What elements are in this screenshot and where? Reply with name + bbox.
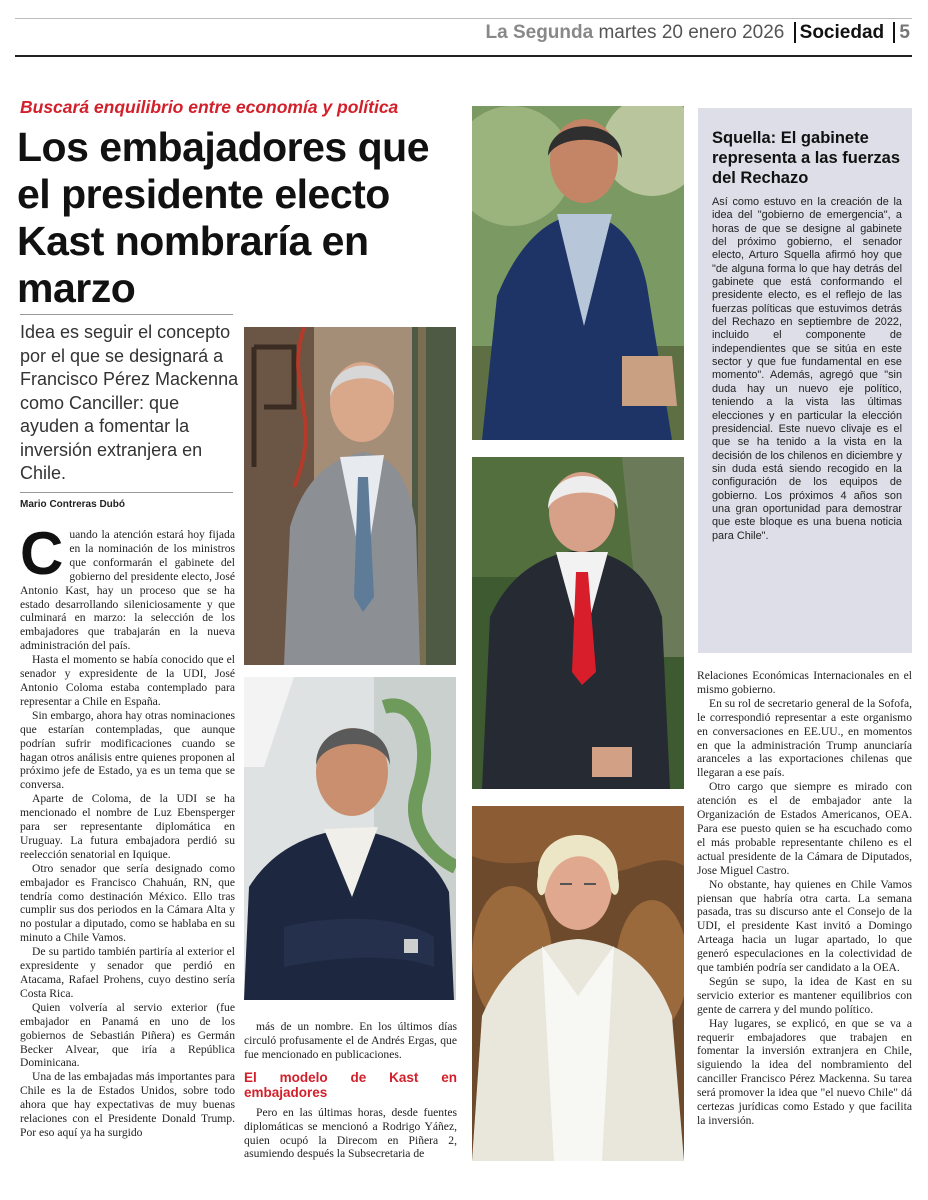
header-top-line <box>15 18 912 19</box>
section-subheading: El modelo de Kast en embajadores <box>244 1069 457 1100</box>
article-column-1 <box>20 528 235 1188</box>
paragraph: más de un nombre. En los últimos días circuló profusamente el de Andrés Ergas, que fue mencionado en publicaciones. <box>244 1020 457 1061</box>
paragraph: Otro cargo que siempre es mirado con atención es el de embajador ante la Organización de Estados Americanos, OEA. Para ese puesto quien se ha escuchado como el más probable representante chileno es el actual presidente de la Cámara de Diputados, Jose Miguel Castro. <box>697 780 912 877</box>
photo-ebensperger <box>472 806 684 1161</box>
byline-rule <box>20 492 233 493</box>
paragraph: Aparte de Coloma, de la UDI se ha mencionado el nombre de Luz Ebensperger para ser representante diplomática en Uruguay. La futura embajadora perdió su reelección senatorial en Iquique. <box>20 792 235 861</box>
section-name: Sociedad <box>794 22 884 43</box>
paragraph: Hay lugares, se explicó, en que se va a requerir embajadores que trabajen en fomentar la inversión extranjera en Chile, siguiendo la idea del nombramiento del canciller Francisco Pérez Mackenna. Su tarea será promover la idea que "el nuevo Chile" dá certezas jurídicas como Estado y que facilita la inversión. <box>697 1016 912 1127</box>
subhead-rule <box>20 314 233 315</box>
drop-cap: C <box>20 528 64 587</box>
byline: Mario Contreras Dubó <box>20 499 126 510</box>
paragraph: Pero en las últimas horas, desde fuentes diplomáticas se mencionó a Rodrigo Yáñez, quien ocupó la Direcom en Piñera 2, asumiendo después la Subsecretaria de <box>244 1105 457 1161</box>
paragraph: Otro senador que sería designado como embajador es Francisco Chahuán, RN, que tendría como destinación México. Ello tras cumplir sus dos periodos en la Cámara Alta y no postular a diputado, como se hablaba en su minuto a Chile Vamos. <box>20 861 235 945</box>
paragraph: Quien volvería al servio exterior (fue embajador en Panamá en uno de los gobiernos de Sebastián Piñera) es Germán Becker Alvear, que iría a República Dominicana. <box>20 1000 235 1070</box>
photo-becker <box>472 457 684 789</box>
paragraph: Relaciones Económicas Internacionales en el mismo gobierno. <box>697 669 912 696</box>
header-rule <box>15 55 912 57</box>
paragraph: En su rol de secretario general de la Sofofa, le correspondió representar a este organismo en conversaciones en EE.UU., en momentos en que la administración Trump anunciaría aranceles a las exportaciones chilenas que llegaran a ese país. <box>697 696 912 780</box>
article-column-3 <box>697 669 912 1189</box>
paper-name: La Segunda <box>485 22 594 43</box>
paragraph: Una de las embajadas más importantes para Chile es la de Estados Unidos, sobre todo ahora que hay expectativas de muy buenas relaciones con el Presidente Donald Trump. Por eso aquí ya ha surgido <box>20 1070 235 1139</box>
paragraph: No obstante, hay quienes en Chile Vamos piensan que habría otra carta. La semana pasada, tras su discurso ante el Consejo de la UDI, el presidente Kast invitó a Domingo Arteaga hacia un lugar apartado, lo que generó especulaciones en la colectividad de que también podría ser candidato a la OEA. <box>697 877 912 975</box>
paragraph: Hasta el momento se había conocido que el senador y expresidente de la UDI, José Antonio Coloma estaba contemplado para representar a Chile en España. <box>20 653 235 708</box>
subhead: Idea es seguir el concepto por el que se designará a Francisco Pérez Mackenna como Canciller: que ayuden a fomentar la inversión extranjera en Chile. <box>20 322 239 483</box>
paragraph: Según se supo, la idea de Kast en su servicio exterior es mantener equilibrios con gente de carrera y del mundo político. <box>697 974 912 1016</box>
photo-coloma <box>244 327 456 665</box>
headline: Los embajadores que el presidente electo Kast nombraría en marzo <box>17 124 430 311</box>
sidebar-body: Así como estuvo en la creación de la idea del "gobierno de emergencia", a horas de que se designe al gabinete del próximo gobierno, el senador electo, Arturo Squella afirmó hoy que "de alguna forma lo que hay detrás del gabinete que está conformando el presidente electo, es el reflejo de las fuerzas políticas que estuvimos detrás del Rechazo en septiembre de 2022, incluido el componente de independientes que se sitúa en este sector y que fue fundamental en ese momento". Además, agregó que "sin duda hay un nuevo eje político, teniendo a la vista las últimas elecciones y en particular la elección presidencial. Este nuevo clivaje es el que se ha tenido a la vista en la decisión de los chilenos en diciembre y sin duda está siendo recogido en la configuración de los equipos de gobierno. Los próximos 4 años son una gran oportunidad para demostrar que este bloque es una buena noticia para Chile". <box>712 196 902 542</box>
page-number: 5 <box>893 22 910 43</box>
paragraph: De su partido también partiría al exterior el expresidente y senador que perdió en Atacama, Rafael Prohens, cuyo destino sería Costa Rica. <box>20 945 235 1000</box>
paragraph: Cuando la atención estará hoy fijada en la nominación de los ministros que conformarán el gabinete del gobierno del presidente electo, José Antonio Kast, hay un proceso que se ha estado desarrollando sileniciosamente y que culminará en marzo: la selección de los embajadores que trabajarán en la nueva administración del país. <box>20 528 235 653</box>
kicker: Buscará enquilibrio entre economía y política <box>20 97 399 117</box>
masthead <box>486 22 911 44</box>
paragraph: Sin embargo, ahora hay otras nominaciones que estarían contempladas, que aunque podrían sufrir modificaciones cuando se hagan otros análisis entre quienes proponen al próximo jefe de Estado, ya es un tema que se conversa. <box>20 708 235 792</box>
issue-date: martes 20 enero 2026 <box>598 22 785 43</box>
sidebar-title: Squella: El gabinete representa a las fuerzas del Rechazo <box>712 129 901 187</box>
photo-chahuan <box>244 677 456 1000</box>
photo-prohens <box>472 106 684 440</box>
article-column-2 <box>244 1020 457 1161</box>
